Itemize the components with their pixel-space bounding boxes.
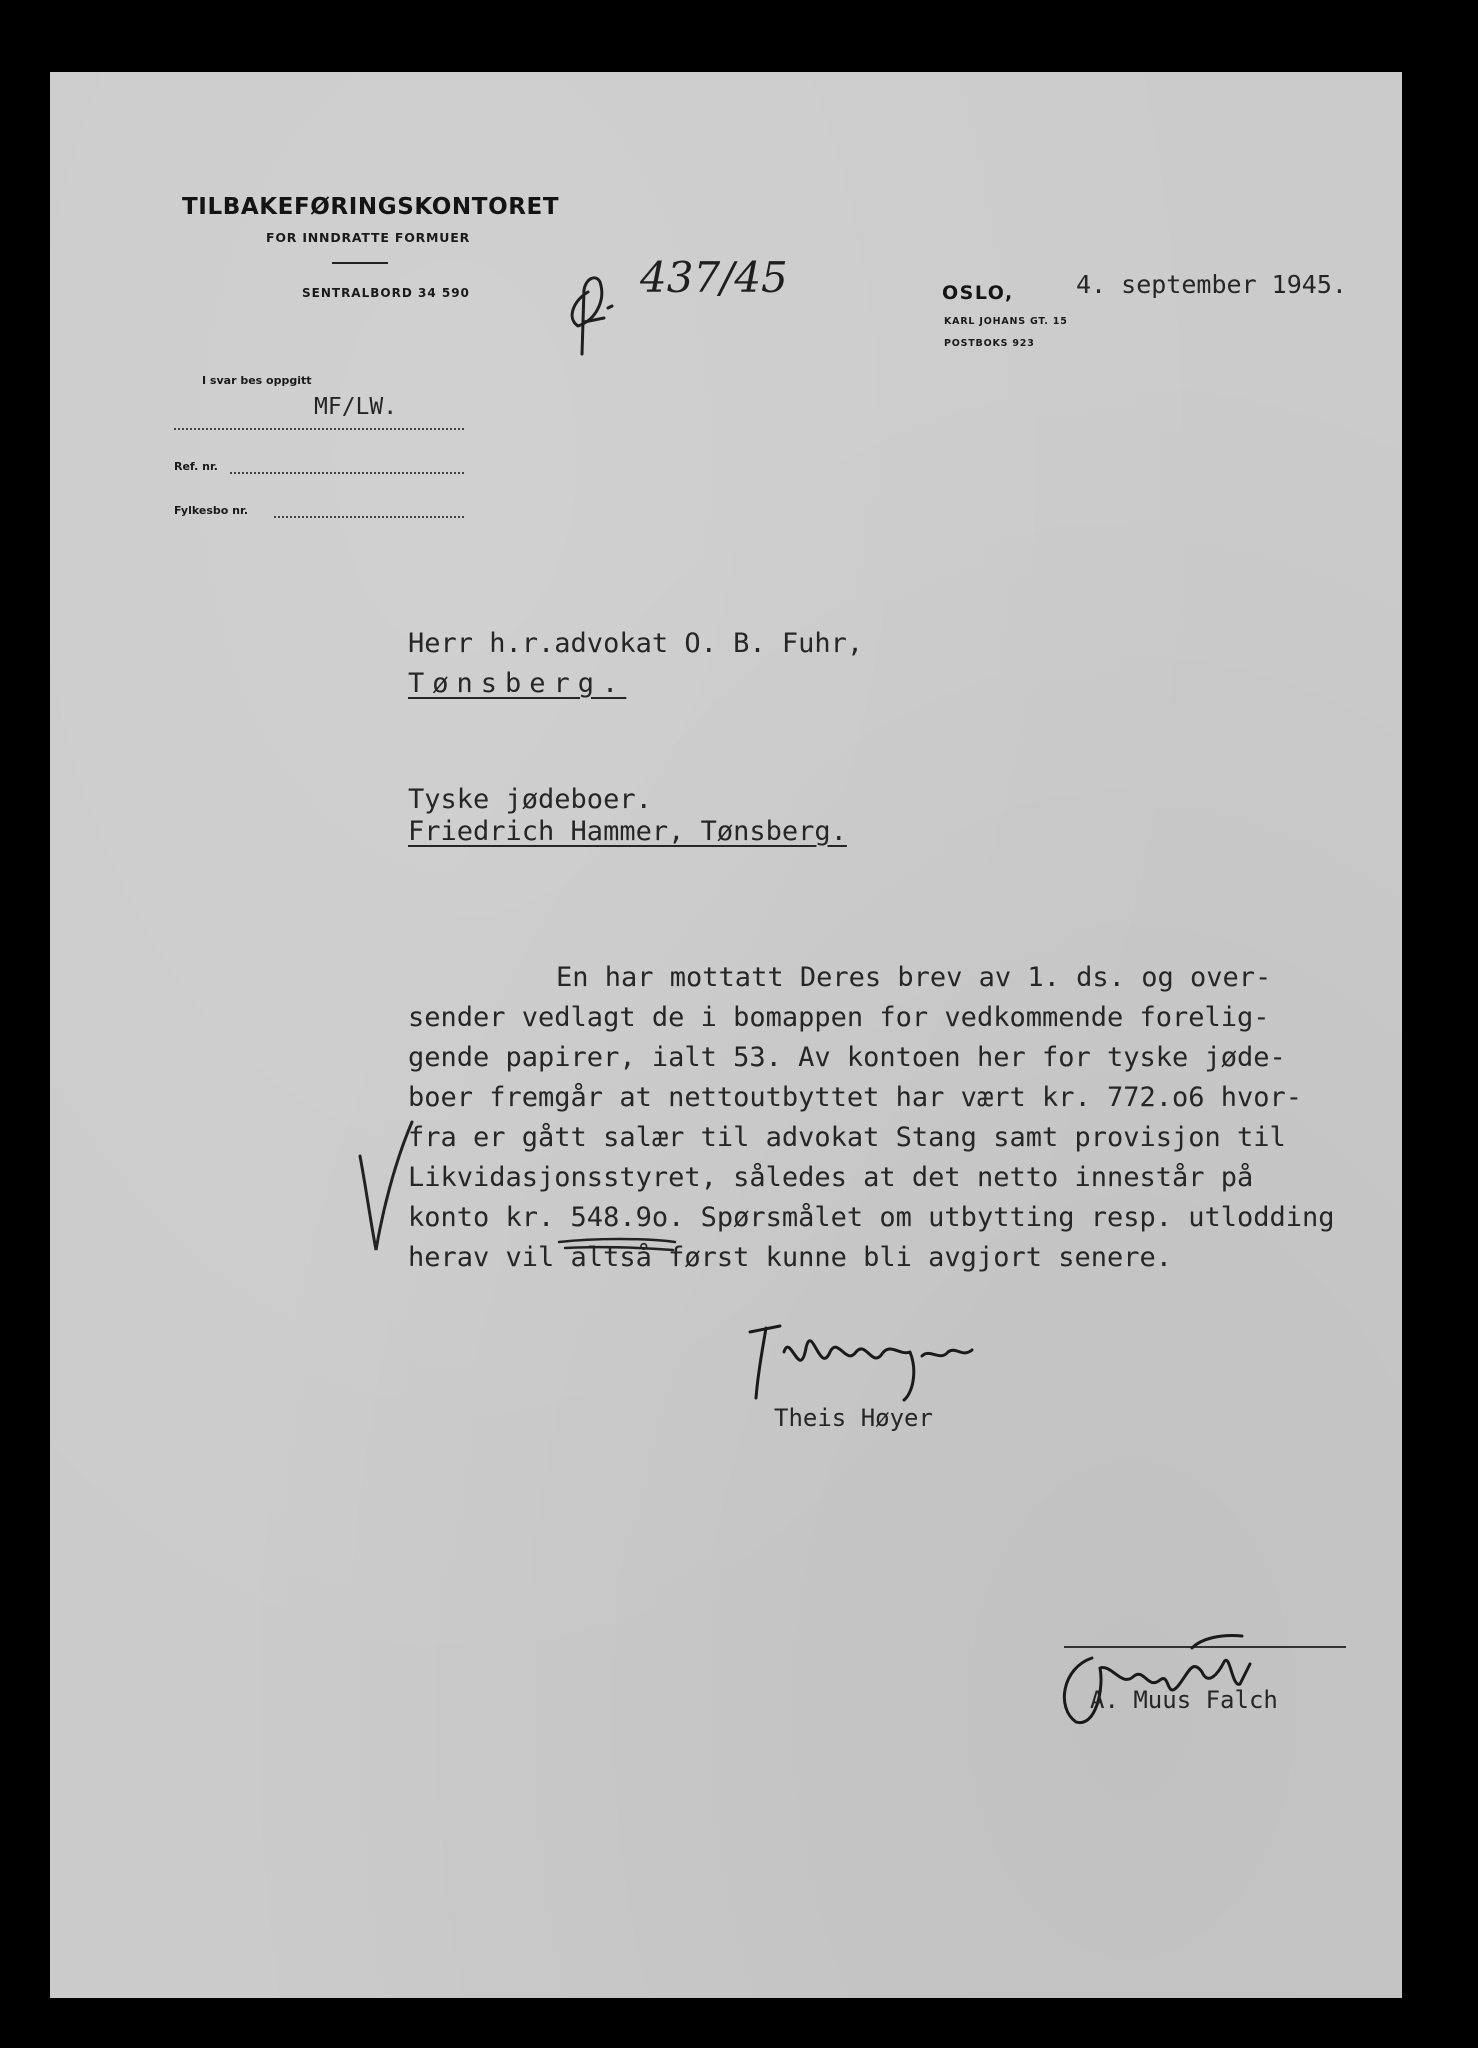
body-line: herav vil altså først kunne bli avgjort senere. xyxy=(408,1242,1173,1273)
handwritten-file-number xyxy=(556,230,836,370)
signatory-name-2: A. Muus Falch xyxy=(1090,1686,1278,1714)
body-line: fra er gått salær til advokat Stang samt provisjon til xyxy=(408,1122,1286,1153)
switchboard-number: SENTRALBORD 34 590 xyxy=(302,286,470,300)
body-line: boer fremgår at nettoutbyttet har vært kr. 772.o6 hvor- xyxy=(408,1082,1303,1113)
body-line: Likvidasjonsstyret, således at det netto innestår på xyxy=(408,1162,1254,1193)
checkmark-icon xyxy=(356,1118,416,1254)
amount-underline-mark xyxy=(555,1234,680,1254)
org-subtitle: FOR INNDRATTE FORMUER xyxy=(266,230,470,245)
signatory-name-1: Theis Høyer xyxy=(774,1404,933,1432)
po-box: POSTBOKS 923 xyxy=(944,338,1035,349)
signature-theis-hoyer xyxy=(740,1312,980,1402)
letter-sheet xyxy=(50,72,1402,1998)
reply-dotted-line xyxy=(174,428,464,430)
street-address: KARL JOHANS GT. 15 xyxy=(944,316,1068,327)
letterhead-divider xyxy=(332,262,388,264)
body-line: En har mottatt Deres brev av 1. ds. og over- xyxy=(556,962,1272,993)
city: OSLO, xyxy=(942,282,1014,304)
subject-line-2: Friedrich Hammer, Tønsberg. xyxy=(408,816,847,847)
fylkesbo-dotted-line xyxy=(274,516,464,518)
body-line: sender vedlagt de i bomappen for vedkommende forelig- xyxy=(408,1002,1270,1033)
signature-muus-falch xyxy=(1052,1628,1272,1738)
ref-dotted-line xyxy=(230,472,464,474)
file-number-text: 437/45 xyxy=(640,253,788,302)
body-line: gende papirer, ialt 53. Av kontoen her for tyske jøde- xyxy=(408,1042,1286,1073)
ref-label: Ref. nr. xyxy=(174,460,218,473)
recipient-city: Tønsberg. xyxy=(408,668,627,699)
reply-label: I svar bes oppgitt xyxy=(202,374,312,387)
subject-line-1: Tyske jødeboer. xyxy=(408,784,652,815)
org-name: TILBAKEFØRINGSKONTORET xyxy=(182,194,560,220)
reply-reference: MF/LW. xyxy=(314,394,398,420)
letter-date: 4. september 1945. xyxy=(1076,270,1347,299)
recipient-name: Herr h.r.advokat O. B. Fuhr, xyxy=(408,628,864,659)
fylkesbo-label: Fylkesbo nr. xyxy=(174,504,249,517)
body-line: konto kr. 548.9o. Spørsmålet om utbytting resp. utlodding xyxy=(408,1202,1335,1233)
